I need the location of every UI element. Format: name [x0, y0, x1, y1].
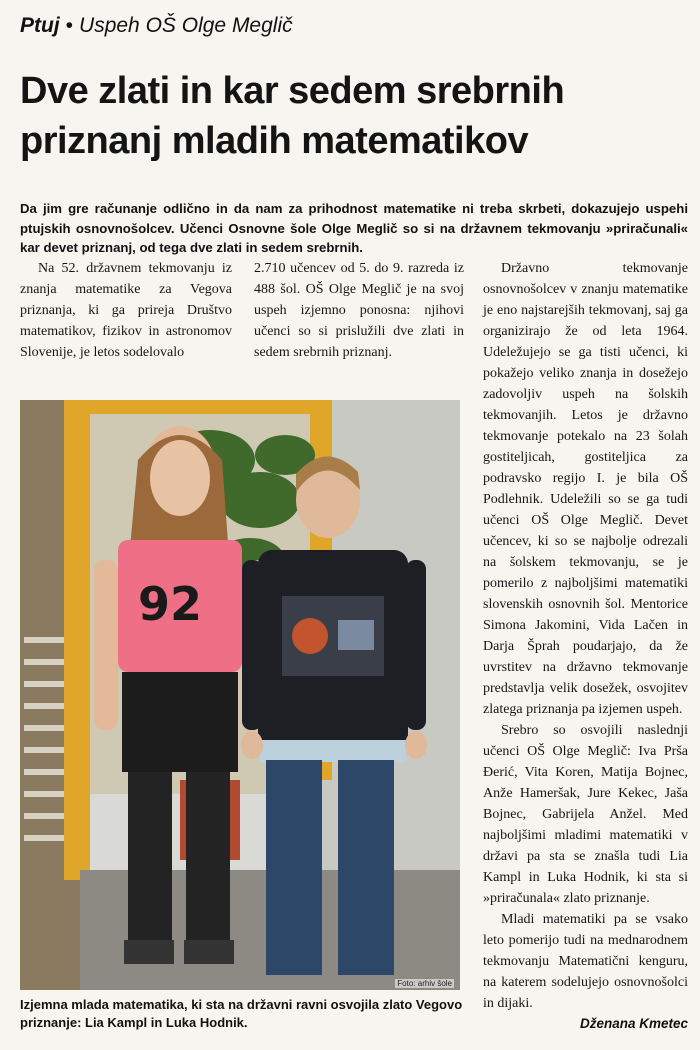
article-photo [20, 400, 460, 990]
kicker-separator: • [65, 14, 74, 37]
article-column-1 [20, 258, 232, 363]
column-2-text: 2.710 učencev od 5. do 9. razreda iz 488 šol. OŠ Olge Meglič je na svoj uspeh izjemno ponosna: njihovi učenci so si prislužili dve zlati in sedem srebrnih priznanj. [254, 261, 464, 360]
author-byline: Dženana Kmetec [579, 1016, 688, 1031]
column-3-paragraph-1: Državno tekmovanje osnovnošolcev v znanju matematike je eno najstarejših tekmovanj, saj ga organizirajo že od leta 1964. Udeležujejo se ga tisti učenci, ki pokažejo veliko znanja in dosežejo zadovoljiv uspeh na šolskih tekmovanjih. Letos je državno tekmovanje potekalo na 23 šolah gostiteljicah, gostiteljica za podravsko regijo I. je bila OŠ Podlehnik. Udeležili so se ga tudi učenci OŠ Olge Meglič. Devet učencev, ki so se najbolje odrezali na šolskem tekmovanju, se je pomerilo z najboljšimi matematiki slovenskih osnovnih šol. Mentorice Simona Jakomini, Vida Lačen in Darja Šprah poudarjajo, da že uvrstitev na državno tekmovanje predstavlja velik dosežek, osvojitev zlatega priznanja pa izjemen uspeh. [483, 261, 688, 717]
column-3-paragraph-2: Srebro so osvojili naslednji učenci OŠ Olge Meglič: Iva Prša Đerić, Vita Koren, Matija Bojnec, Anže Hameršak, Jure Kekec, Jaša Bojnec, Gabrijela Anžel. Med najboljšimi mladimi matematiki v državi pa sta se znašla tudi Lia Kampl in Luka Hodnik, ki sta si »priračunala« zlato priznanje. [483, 723, 688, 906]
article-column-3 [483, 258, 688, 1014]
photo-illustration [20, 400, 460, 990]
kicker-place: Ptuj [20, 14, 60, 37]
article-column-2 [254, 258, 464, 363]
headline: Dve zlati in kar sedem srebrnih priznanj mladih matematikov [20, 70, 565, 162]
shirt-number: 92 [138, 577, 203, 631]
column-3-paragraph-3: Mladi matematiki pa se vsako leto pomerijo tudi na mednarodnem tekmovanju Matematični kenguru, na katerem sodelujejo osnovnošolci in dijaki. [483, 912, 688, 1011]
photo-credit: Foto: arhiv šole [397, 979, 452, 988]
kicker [20, 14, 293, 38]
lead-paragraph: Da jim gre računanje odlično in da nam za prihodnost matematike ni treba skrbeti, dokazujejo uspehi ptujskih osnovnošolcev. Učenci Osnovne šole Olge Meglič so si na državnem tekmovanju »priračunali« kar devet priznanj, od tega dve zlati in sedem srebrnih. [20, 201, 688, 255]
kicker-topic: Uspeh OŠ Olge Meglič [79, 14, 293, 37]
column-1-text: Na 52. državnem tekmovanju iz znanja matematike za Vegova priznanja, ki ga prireja Društvo matematikov, fizikov in astronomov Slovenije, je letos sodelovalo [20, 261, 232, 360]
photo-caption: Izjemna mlada matematika, ki sta na državni ravni osvojila zlato Vegovo priznanje: Lia Kampl in Luka Hodnik. [20, 997, 463, 1030]
